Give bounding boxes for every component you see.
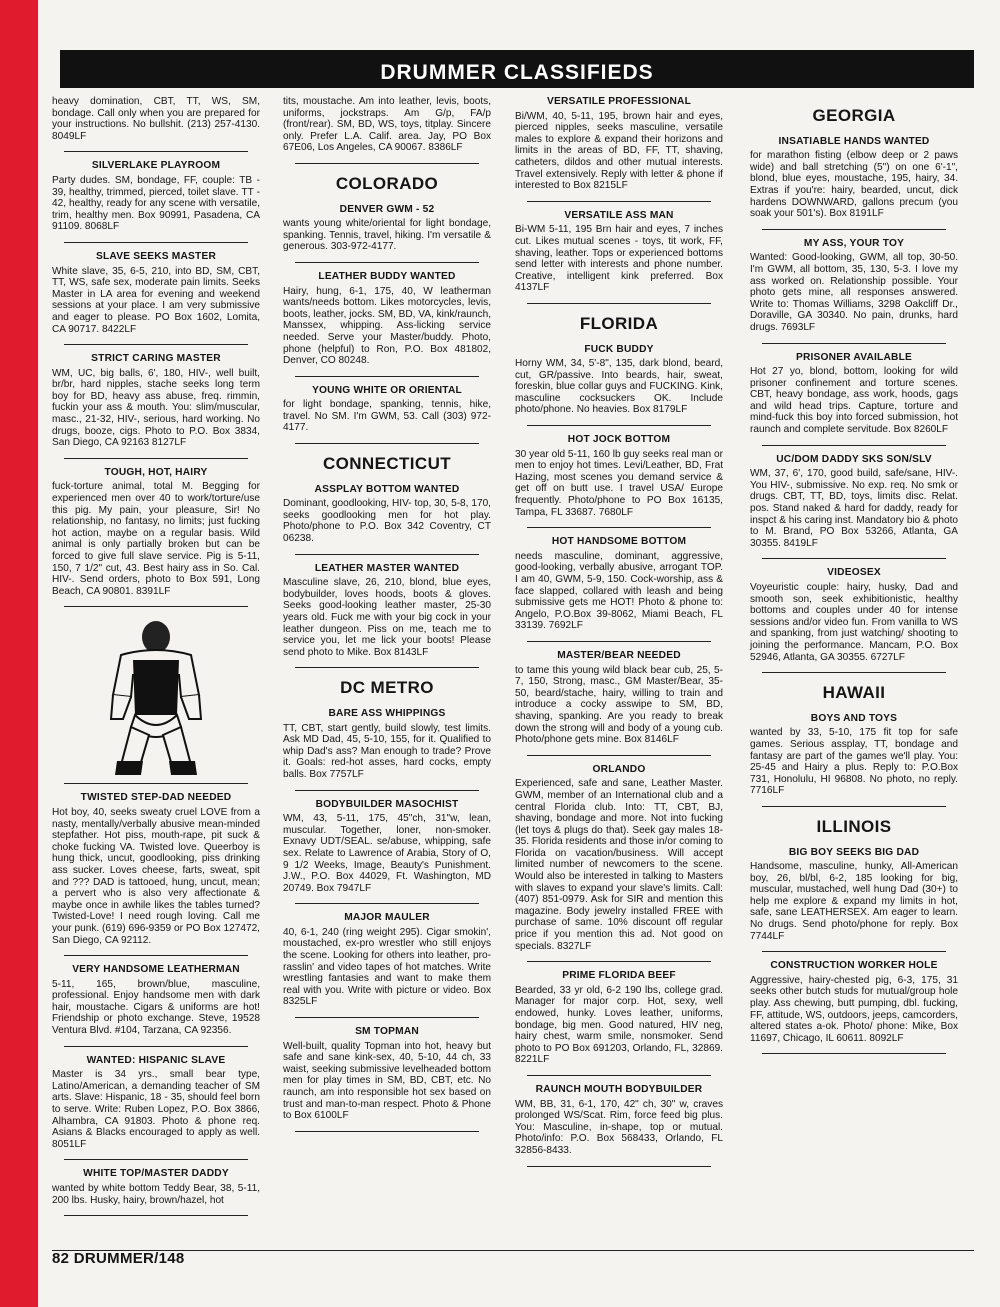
ad-text: White slave, 35, 6-5, 210, into BD, SM, CBT, TT, WS, safe sex, moderate pain limits. Seeks Master in LA area for evening and weekend sessions at your place. I am very submissive and eager to please. PO Box 1602, Lomita, CA 90717. 8422LF bbox=[52, 265, 260, 335]
ad-text: wanted by white bottom Teddy Bear, 38, 5-11, 200 lbs. Husky, hairy, brown/hazel, hot bbox=[52, 1183, 260, 1206]
classified-ad bbox=[283, 484, 491, 545]
ad-text: Dominant, goodlooking, HIV- top, 30, 5-8, 170, seeks goodlooking men for hot play. Photo/phone to P.O. Box 342 Coventry, CT 06238. bbox=[283, 498, 491, 545]
ad-divider bbox=[762, 1053, 946, 1054]
ad-divider bbox=[527, 201, 711, 202]
classified-ad bbox=[52, 353, 260, 449]
column-2 bbox=[283, 96, 491, 1140]
state-heading: DC METRO bbox=[340, 678, 434, 698]
ad-divider bbox=[295, 1131, 479, 1132]
classified-ad bbox=[52, 160, 260, 233]
classified-ad bbox=[750, 136, 958, 220]
ad-divider bbox=[527, 1075, 711, 1076]
ad-text: wants young white/oriental for light bondage, spanking. Tennis, travel, hiking. I'm versatile & generous. 303-972-4177. bbox=[283, 218, 491, 253]
ad-divider bbox=[762, 672, 946, 673]
ad-text: tits, moustache. Am into leather, levis, boots, uniforms, jockstraps. Am G/p, FA/p (front/rear). SM, BD, WS, toys, titplay. Sincere only. Prefer L.A. Calif. area. Jay, PO Box 67E06, Los Angeles, CA 90067. 8386LF bbox=[283, 96, 491, 154]
ad-title: ORLANDO bbox=[592, 763, 646, 775]
state-heading: COLORADO bbox=[335, 173, 439, 193]
ad-title: DENVER GWM - 52 bbox=[339, 203, 435, 215]
ad-title: VERSATILE ASS MAN bbox=[564, 209, 674, 221]
ad-divider bbox=[295, 163, 479, 164]
ad-text: WM, 43, 5-11, 175, 45"ch, 31"w, lean, muscular. Together, loner, non-smoker. Exnavy UDT/SEAL. se/abuse, whipping, safe sex. Relate to Lawrence of Arabia, Story of O, 9 1/2 Weeks, Image, Beauty's Punishment. J.W., P.O. Box 44029, Ft. Washington, MD 20749. Box 7947LF bbox=[283, 813, 491, 894]
ad-text: Aggressive, hairy-chested pig, 6-3, 175, 31 seeks other butch studs for mutual/group hole play. Ass chewing, butt pumping, dbl. fucking, FF, attitude, WS, outdoors, jeeps, camcorders, altered states a-ok. Photo/ phone: Mike, Box 11697, Chicago, IL 60611. 8092LF bbox=[750, 974, 958, 1044]
ad-title: HOT HANDSOME BOTTOM bbox=[551, 536, 687, 548]
ad-text: for marathon fisting (elbow deep or 2 paws wide) and ball stretching (5") on one 6'-1", blond, blue eyes, moustache, 195, hairy, 34. Extras if you're: hairy, bearded, uncut, dick hardens DOWNWARD, gallons precum (you soak your 501's). Box 8191LF bbox=[750, 150, 958, 220]
ad-divider bbox=[295, 554, 479, 555]
state-heading: GEORGIA bbox=[812, 106, 896, 125]
ad-divider bbox=[762, 445, 946, 446]
ad-title: MASTER/BEAR NEEDED bbox=[557, 649, 681, 661]
ad-text: for light bondage, spanking, tennis, hike, travel. No SM. I'm GWM, 53. Call (303) 972-4177. bbox=[283, 399, 491, 434]
continued-ad bbox=[52, 96, 260, 142]
ad-title: WHITE TOP/MASTER DADDY bbox=[83, 1168, 229, 1180]
ad-text: fuck-torture animal, total M. Begging for experienced men over 40 to work/torture/use this pig. My pain, your pleasure, Sir! No relationship, no fantasy, no limits; just fucking hot action, maybe on a regular basis. Wild animal is only partially broken but can be forced to give full slave service. Pig is 5-11, 150, 7 1/2" cut, 43. Best hairy ass in So. Cal. HIV-. Send orders, photo to Box 591, Long Beach, CA 90801. 8391LF bbox=[52, 481, 260, 597]
ad-title: BODYBUILDER MASOCHIST bbox=[315, 798, 459, 810]
classified-ad bbox=[750, 567, 958, 663]
classified-ad bbox=[52, 1055, 260, 1151]
ad-title: BIG BOY SEEKS BIG DAD bbox=[788, 846, 920, 858]
classified-ad bbox=[750, 960, 958, 1044]
ad-divider bbox=[295, 790, 479, 791]
ad-title: VERY HANDSOME LEATHERMAN bbox=[72, 964, 240, 976]
ad-divider bbox=[527, 755, 711, 756]
ad-divider bbox=[527, 425, 711, 426]
classified-ad bbox=[515, 210, 723, 294]
ad-text: WM, BB, 31, 6-1, 170, 42" ch, 30" w, craves prolonged WS/Scat. Rim, force feed big plus. You: Masculine, in-shape, top or mutual. Photo/info: P.O. Box 568433, Orlando, FL 32856-8433. bbox=[515, 1098, 723, 1156]
ad-divider bbox=[64, 242, 248, 243]
ad-title: VERSATILE PROFESSIONAL bbox=[546, 96, 692, 107]
classified-ad bbox=[283, 799, 491, 895]
ad-divider bbox=[527, 961, 711, 962]
ad-title: UC/DOM DADDY SKS SON/SLV bbox=[776, 453, 932, 465]
classified-ad bbox=[283, 385, 491, 434]
ad-text: Bi/WM, 40, 5-11, 195, brown hair and eyes, pierced nipples, seeks masculine, versatile males to explore & expand their horizons and limits in the areas of BD, FF, TT, shaving, catheters, dildos and other mutual interests. Travel extensively. Reply with letter & phone if interested to Box 8215LF bbox=[515, 110, 723, 192]
ad-text: Bi-WM 5-11, 195 Brn hair and eyes, 7 inches cut. Likes mutual scenes - toys, tit work, FF, shaving, leather. Tops or experienced bottoms send letter with interests and phone number. Creative, intelligent kink preferred. Box 4137LF bbox=[515, 224, 723, 294]
ad-text: 5-11, 165, brown/blue, masculine, professional. Enjoy handsome men with dark hair, moustache. Cigars & uniforms are hot! Friendship or photo exchange. Steve, 19528 Ventura Blvd. #104, Tarzana, CA 92356. bbox=[52, 978, 260, 1037]
classified-ad bbox=[52, 251, 260, 335]
continued-ad bbox=[283, 96, 491, 154]
classified-ad bbox=[750, 352, 958, 436]
classified-ad bbox=[283, 563, 491, 659]
ad-text: wanted by 33, 5-10, 175 fit top for safe games. Serious assplay, TT, bondage and fantasy are part of the games we'll play. You: 25-45 and Hairy a plus. Reply to: P.O.Box 731, Honolulu, HI 96808. No photo, no reply. 7716LF bbox=[750, 727, 958, 797]
ad-title: LEATHER BUDDY WANTED bbox=[318, 270, 456, 282]
classified-ad bbox=[750, 847, 958, 943]
ad-text: 30 year old 5-11, 160 lb guy seeks real man or men to enjoy hot times. Levi/Leather, BD, Frat Hazing, most scenes you demand service & get off on butt use. I travel USA/ Europe frequently. Photo/phone to PO Box 16135, Tampa, FL 33687. 7680LF bbox=[515, 448, 723, 518]
classified-ad bbox=[515, 434, 723, 518]
ad-title: WANTED: HISPANIC SLAVE bbox=[86, 1054, 226, 1066]
ad-divider bbox=[762, 951, 946, 952]
ad-divider bbox=[64, 151, 248, 152]
ad-divider bbox=[762, 343, 946, 344]
classified-ad bbox=[515, 970, 723, 1066]
classified-ad bbox=[283, 204, 491, 253]
ad-title: FUCK BUDDY bbox=[584, 343, 654, 355]
leatherman-illustration bbox=[81, 615, 231, 775]
ad-title: BARE ASS WHIPPINGS bbox=[328, 707, 446, 719]
ad-divider bbox=[64, 1046, 248, 1047]
ad-text: TT, CBT, start gently, build slowly, test limits. Ask MD Dad, 45, 5-10, 155, for it. Qualified to whip Dad's ass? Man enough to trade? Prove it. Goals: red-hot asses, hard cocks, empty balls. Box 7757LF bbox=[283, 722, 491, 780]
ad-divider bbox=[64, 344, 248, 345]
ad-divider bbox=[527, 527, 711, 528]
ad-text: Hot 27 yo, blond, bottom, looking for wild prisoner confinement and torture scenes. CBT, heavy bondage, ass work, hoods, gags and wild head trips. Capture, torture and mind-fuck this boy into forced submission, hot raunch and complete servitude. Box 8260LF bbox=[750, 366, 958, 436]
section-banner bbox=[60, 50, 974, 88]
ad-divider bbox=[295, 667, 479, 668]
ad-title: CONSTRUCTION WORKER HOLE bbox=[770, 960, 938, 972]
ad-divider bbox=[295, 262, 479, 263]
ad-title: ASSPLAY BOTTOM WANTED bbox=[314, 483, 460, 495]
ad-text: Master is 34 yrs., small bear type, Latino/American, a demanding teacher of SM arts. Slave: Hispanic, 18 - 35, should feel born to serve. Write: Ruben Lopez, P.O. Box 3866, Alhambra, CA 91803. Photo & phone req. Asians & Blacks encouraged to apply as well. 8051LF bbox=[52, 1069, 260, 1150]
column-3 bbox=[515, 96, 723, 1175]
ad-title: STRICT CARING MASTER bbox=[91, 353, 221, 365]
ad-text: Masculine slave, 26, 210, blond, blue eyes, bodybuilder, loves hoods, boots & gloves. Seeks good-looking leather master, 25-30 years old. Fuck me with your big cock in your leather dungeon. Piss on me, teach me to service you, let me lick your boots! Please send photo to Mike. Box 8143LF bbox=[283, 577, 491, 658]
ad-divider bbox=[64, 1215, 248, 1216]
classified-ad bbox=[750, 454, 958, 550]
ad-title: BOYS AND TOYS bbox=[810, 712, 898, 724]
ad-text: needs masculine, dominant, aggressive, good-looking, verbally abusive, arrogant TOP. I am 40, GWM, 5-9, 150. Cock-worship, ass & face slapped, collared with leash and being submissive gets me HOT! Photo & phone to: Angelo, P.O.Box 39-8062, Miami Beach, FL 33139. 7692LF bbox=[515, 550, 723, 632]
ad-title: MY ASS, YOUR TOY bbox=[803, 237, 905, 249]
ad-title: LEATHER MASTER WANTED bbox=[314, 562, 460, 574]
ad-text: Experienced, safe and sane, Leather Master. GWM, member of an International club and a central Florida club. Into: TT, CBT, BJ, shaving, bondage and more. Not into fucking (let toys & plugs do that). Seek gay males 18-35. Florida residents and those in/or coming to Florida on vacation/business. Will accept limited number of newcomers to the scene. Would also be interested in talking to Masters with slaves to expand your slave's limits. Call: (407) 851-0979. Ask for SIR and mention this magazine. Body jewelry installed FREE with purchase of same. 10% discount off regular price if you mention this ad. Not good on specials. 8327LF bbox=[515, 778, 723, 952]
ad-divider bbox=[762, 229, 946, 230]
ad-divider bbox=[64, 606, 248, 607]
classified-ad bbox=[515, 96, 723, 192]
classified-ad bbox=[52, 964, 260, 1037]
classified-ad bbox=[283, 271, 491, 367]
banner-title: DRUMMER CLASSIFIEDS bbox=[380, 61, 654, 84]
ad-title: TOUGH, HOT, HAIRY bbox=[104, 466, 208, 478]
classified-ad bbox=[52, 792, 260, 946]
ad-text: Hairy, hung, 6-1, 175, 40, W leatherman wants/needs bottom. Likes motorcycles, levis, boots, leather, jocks. SM, BD, VA, kink/raunch, Manssex, whipping. Ass-licking service needed. Serve your Master/buddy. Photo, phone (helpful) to Ron, P.O. Box 481802, Denver, CO 80248. bbox=[283, 285, 491, 367]
ad-title: PRIME FLORIDA BEEF bbox=[562, 970, 676, 982]
ad-title: SLAVE SEEKS MASTER bbox=[95, 250, 217, 262]
ad-divider bbox=[295, 376, 479, 377]
ad-title: MAJOR MAULER bbox=[344, 912, 430, 924]
ad-text: Hot boy, 40, seeks sweaty cruel LOVE from a nasty, mentally/verbally abusive mean-minded stepfather. Hot piss, mouth-rape, pit suck & choke fucking VA. Twisted love. Queerboy is hung thick, uncut, goodlooking, piss drinking ass sucker. Loves cheese, farts, sweat, spit and ??? DAD is tattooed, hung, uncut, mean; a pervert who is also very affectionate & maybe once in awhile likes the tables turned? Twisted-Love! I need rough loving. Call me your punk. (619) 696-9359 or PO Box 127472, San Diego, CA 92112. bbox=[52, 806, 260, 946]
ad-text: to tame this young wild black bear cub, 25, 5-7, 150, Strong, masc., GM Master/Bear, 35-50, beard/stache, hairy, willing to train and introduce a cocky asswipe to SM, BD, shaving, spanking. Are you ready to break down the strong will and body of a young cub. Photo/phone gets mine. Box 8146LF bbox=[515, 664, 723, 746]
ad-divider bbox=[527, 303, 711, 304]
state-heading: HAWAII bbox=[822, 683, 886, 703]
ad-text: 40, 6-1, 240 (ring weight 295). Cigar smokin', moustached, ex-pro wrestler who still enjoys the scene. Looking for others into leather, pro-rasslin' and video tapes of hot matches. Write wrestling fantasies and want to make them real with you. Write with picture or video. Box 8325LF bbox=[283, 926, 491, 1008]
ad-divider bbox=[64, 955, 248, 956]
ad-text: Voyeuristic couple: hairy, husky, Dad and smooth son, seek exhibitionistic, healthy bottoms and couples under 40 for intense sessions and/or video fun. From vanilla to WS and spanking, from just watching/ shooting to joining the performance. Mancam, P.O. Box 52946, Atlanta, GA 30355. 6727LF bbox=[750, 582, 958, 663]
ad-text: WM, UC, big balls, 6', 180, HIV-, well built, br/br, hard nipples, stache seeks long term boy for BD, heavy ass abuse, freq. rimmin, fuckin your ass & mouth. You: slim/muscular, masc., 21-32, HIV-, serious, hard working. No drugs, booze, cigs. Photo to P.O. Box 3834, San Diego, CA 92163 8127LF bbox=[52, 367, 260, 449]
ad-text: Well-built, quality Topman into hot, heavy but safe and sane kink-sex, 40, 5-10, 44 ch, 33 waist, seeking submissive levelheaded bottom men for play times in SM, BD, CBT, etc. No raunch, am into responsible hot sex based on trust and man-to-man respect. Photo & Phone to Box 6100LF bbox=[283, 1040, 491, 1122]
ad-divider bbox=[64, 458, 248, 459]
column-4 bbox=[750, 96, 958, 1062]
ad-title: YOUNG WHITE OR ORIENTAL bbox=[312, 384, 462, 396]
ad-divider bbox=[527, 1166, 711, 1167]
footer-rule bbox=[52, 1250, 974, 1251]
state-heading: CONNECTICUT bbox=[322, 454, 452, 474]
ad-title: INSATIABLE HANDS WANTED bbox=[778, 135, 930, 147]
page-footer: 82 DRUMMER/148 bbox=[52, 1250, 185, 1267]
classified-ad bbox=[515, 344, 723, 417]
column-1 bbox=[52, 96, 260, 1224]
ad-divider bbox=[762, 558, 946, 559]
ad-title: SILVERLAKE PLAYROOM bbox=[91, 160, 221, 172]
ad-text: heavy domination, CBT, TT, WS, SM, bondage. Call only when you are prepared for your instructions. No bullshit. (213) 257-4130. 8049LF bbox=[52, 96, 260, 142]
classified-ad bbox=[515, 1084, 723, 1157]
red-page-edge bbox=[0, 0, 38, 1307]
ad-text: WM, 37, 6', 170, good build, safe/sane, HIV-. You HIV-, submissive. No exp. req. No smk or drugs. CBT, TT, BD, toys, limits disc. Relat. pos. Stand naked & hard for daddy, ready for inspct & his caring inst. Mandatory bio & photo to M. Brand, PO Box 53266, Atlanta, GA 30355. 8419LF bbox=[750, 468, 958, 549]
classified-ad bbox=[515, 650, 723, 746]
state-heading: FLORIDA bbox=[579, 313, 659, 333]
classified-ad bbox=[515, 536, 723, 632]
ad-text: Bearded, 33 yr old, 6-2 190 lbs, college grad. Manager for major corp. Hot, sexy, well endowed, hunky. Loves leather, uniforms, bondage, big men. Good natured, HIV neg, hairy chest, warm smile, nonsmoker. Send photo to PO Box 691203, Orlando, FL, 32869. 8221LF bbox=[515, 984, 723, 1066]
classified-ad bbox=[750, 238, 958, 334]
ad-title: SM TOPMAN bbox=[355, 1026, 419, 1038]
ad-divider bbox=[64, 1159, 248, 1160]
ad-text: Wanted: Good-looking, GWM, all top, 30-50. I'm GWM, all bottom, 35, 130, 5-3. I love my ass worked on. Relationship possible. Your photo gets mine, all responses answered. Write to: Thomas Williams, 3298 Oakcliff Dr., Doraville, GA 30340. No pain, drunks, hard drugs. 7693LF bbox=[750, 252, 958, 333]
ad-title: VIDEOSEX bbox=[827, 567, 881, 579]
classified-ad bbox=[52, 467, 260, 598]
ad-title: PRISONER AVAILABLE bbox=[795, 351, 913, 363]
ad-text: Party dudes. SM, bondage, FF, couple: TB - 39, healthy, trimmed, pierced, toilet slave. TT - 42, healthy, ready for any scene with versatile, trim, healthy men. Box 90991, Pasadena, CA 91109. 8068LF bbox=[52, 174, 260, 233]
ad-divider bbox=[295, 1017, 479, 1018]
ad-divider bbox=[762, 806, 946, 807]
classified-ad bbox=[283, 912, 491, 1008]
ad-divider bbox=[295, 443, 479, 444]
magazine-page bbox=[38, 0, 1000, 1307]
ad-text: Handsome, masculine, hunky, All-American boy, 26, bl/bl, 6-2, 185 looking for big, muscular, mustached, well hung Dad (30+) to help me explore & expand my limits in hot, safe, sane LEATHERSEX. Am eager to learn. No drugs. Send photo/phone for reply. Box 7744LF bbox=[750, 861, 958, 942]
classified-ad bbox=[52, 1168, 260, 1206]
classified-ad bbox=[283, 708, 491, 781]
ad-divider bbox=[295, 903, 479, 904]
ad-title: TWISTED STEP-DAD NEEDED bbox=[80, 792, 232, 804]
classified-ad bbox=[515, 764, 723, 953]
ad-divider bbox=[64, 783, 248, 784]
ad-title: RAUNCH MOUTH BODYBUILDER bbox=[535, 1083, 703, 1095]
ad-divider bbox=[527, 641, 711, 642]
ad-text: Horny WM, 34, 5'-8", 135, dark blond, beard, cut, GR/passive. Into beards, hair, sweat, foreskin, blue collar guys and FUCKING. Kink, masculine cocksuckers OK. Include photo/phone. No heavies. Box 8179LF bbox=[515, 358, 723, 416]
ad-title: HOT JOCK BOTTOM bbox=[567, 434, 671, 446]
classified-ad bbox=[283, 1026, 491, 1122]
classified-ad bbox=[750, 713, 958, 797]
state-heading: ILLINOIS bbox=[816, 816, 892, 836]
